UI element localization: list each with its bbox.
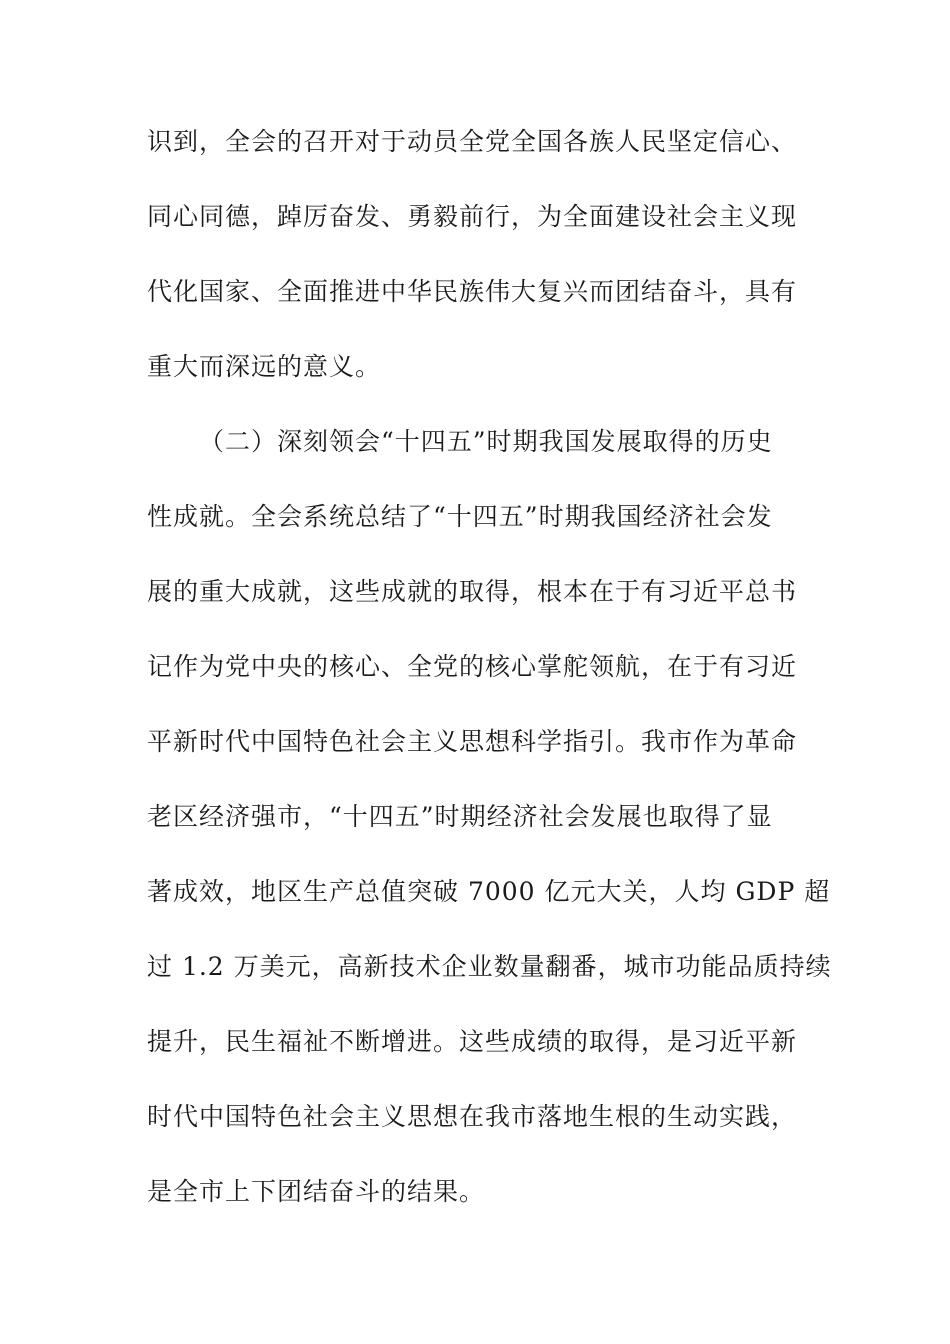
- text-line: 过 1.2 万美元，高新技术企业数量翻番，城市功能品质持续: [147, 952, 832, 981]
- text-line: 提升，民生福祉不断增进。这些成绩的取得，是习近平新: [147, 1027, 798, 1056]
- text-line: 同心同德，踔厉奋发、勇毅前行，为全面建设社会主义现: [147, 202, 798, 231]
- text-line: 记作为党中央的核心、全党的核心掌舵领航，在于有习近: [147, 652, 798, 681]
- text-line: 老区经济强市，“十四五”时期经济社会发展也取得了显: [147, 802, 773, 831]
- text-line: 平新时代中国特色社会主义思想科学指引。我市作为革命: [147, 727, 798, 756]
- text-line: 是全市上下团结奋斗的结果。: [147, 1177, 486, 1206]
- text-line: 识到，全会的召开对于动员全党全国各族人民坚定信心、: [147, 127, 798, 156]
- text-line: 代化国家、全面推进中华民族伟大复兴而团结奋斗，具有: [147, 277, 798, 306]
- text-line: 时代中国特色社会主义思想在我市落地生根的生动实践，: [147, 1102, 798, 1131]
- text-line: 性成就。全会系统总结了“十四五”时期我国经济社会发: [147, 502, 773, 531]
- text-line: 展的重大成就，这些成就的取得，根本在于有习近平总书: [147, 577, 798, 606]
- text-line: 著成效，地区生产总值突破 7000 亿元大关，人均 GDP 超: [147, 877, 831, 906]
- section-heading-line: （二）深刻领会“十四五”时期我国发展取得的历史: [199, 427, 773, 456]
- text-line: 重大而深远的意义。: [147, 352, 382, 381]
